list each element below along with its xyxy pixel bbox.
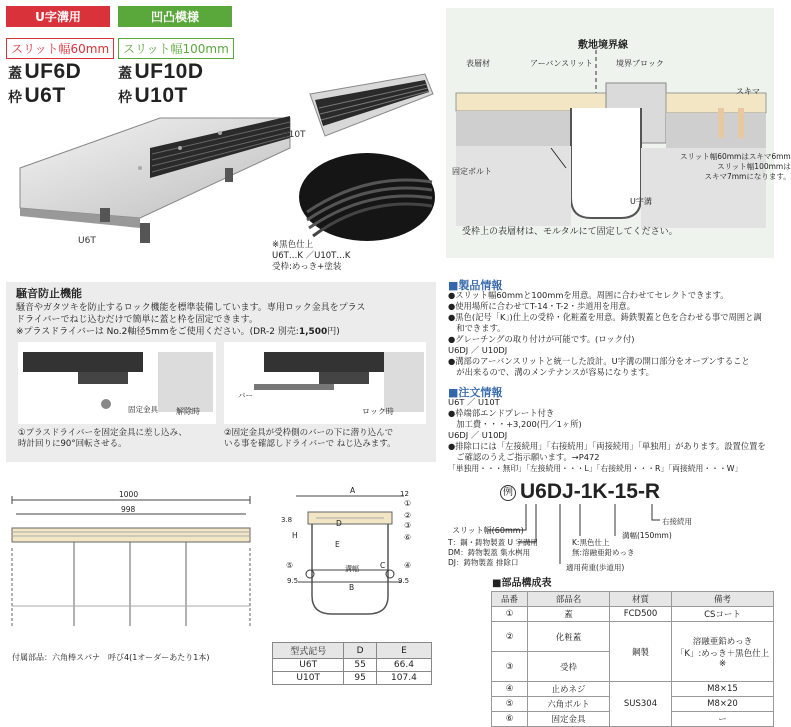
size-header: D — [344, 643, 376, 659]
type-tag: U字溝用 — [6, 6, 110, 27]
accessory-note: 付属部品：六角棒スパナ 呼び4(1オーダーあたり1本) — [12, 653, 210, 662]
parts-table — [491, 591, 774, 727]
u10t-caption: U10T — [282, 130, 306, 140]
diagram-u-ditch-label: U字溝 — [630, 197, 652, 206]
lock-figure — [224, 342, 426, 424]
lock-step: ②固定金具が受枠側のバーの下に潜り込んで いる事を確認しドライバーで ねじ込みます。 — [224, 428, 396, 449]
size-table — [272, 642, 432, 685]
table-row: ⑥ 固定金具 ー — [492, 712, 774, 727]
lock-bar-label: バー — [238, 391, 253, 400]
model-uf6d: 蓋UF6D — [8, 60, 82, 83]
dim-d: D — [336, 519, 342, 528]
callout-5: ⑤ — [286, 561, 294, 570]
size-header: 型式記号 — [273, 643, 344, 659]
parts-header: 材質 — [610, 592, 672, 607]
dim-9-5-right: 9.5 — [398, 577, 410, 585]
table-row: U6T 55 66.4 — [273, 659, 432, 672]
table-row: U10T 95 107.4 — [273, 672, 432, 685]
black-finish-note: ※黒色仕上 U6T…K ／U10T…K 受枠:めっき+塗装 — [272, 240, 351, 272]
diagram-note: 受枠上の表層材は、モルタルにて固定してください。 — [462, 227, 678, 237]
code-type-lines: T：鋼・鋳物製蓋 U 字溝用 DM：鋳物製蓋 集水桝用 DJ：鋳物製蓋 排除口 — [448, 538, 538, 567]
table-row: ③ 受枠 — [492, 652, 774, 682]
example-code: U6DJ-1K-15-R — [520, 480, 661, 503]
callout-2: ② — [404, 511, 412, 520]
dim-h: H — [292, 531, 298, 540]
u10t-photo — [305, 74, 435, 142]
parts-header: 品番 — [492, 592, 528, 607]
dim-a: A — [350, 486, 356, 495]
unlock-state-label: 解除時 — [176, 407, 200, 416]
noise-title: 騒音防止機能 — [16, 287, 82, 300]
diagram-urban-slit-label: アーバンスリット — [530, 59, 593, 68]
slit100-tag: スリット幅100mm — [118, 38, 234, 59]
u6t-caption: U6T — [78, 236, 96, 246]
unlock-step: ①プラスドライバーを固定金具に差し込み、 時計回りに90°回転させる。 — [18, 428, 187, 449]
code-width-label: 溝幅(150mm) — [622, 531, 672, 540]
callout-4: ④ — [404, 561, 412, 570]
parts-header: 部品名 — [528, 592, 610, 607]
dim-e: E — [335, 540, 340, 549]
code-side-label: 右接続用 — [662, 517, 692, 526]
unlock-bracket-label: 固定金具 — [128, 405, 158, 414]
dim-b: B — [349, 583, 355, 592]
table-row: ② 化粧蓋 鋼製 溶融亜鉛めっき 「K」:めっき＋黒色仕上※ — [492, 622, 774, 652]
dim-3-8: 3.8 — [281, 516, 293, 524]
product-info-lines: ●スリット幅60mmと100mmを用意。周囲に合わせてセレクトできます。 ●使用場所に合わせてT-14・T-2・歩道用を用意。 ●黒色(記号「K」)仕上の受枠・化粧蓋を用意。鋳鉄製蓋と色を合わせる事で周囲と調 和できます。 ●グレーチングの取り付けが可能です。(ロック付) U6DJ ／ U10DJ ●溝部のアーバンスリットと統一した設計。U字溝の開口部分をオープンすること が出来るので、溝のメンテナンスが容易になります。 — [448, 290, 762, 377]
black-finish-photo — [297, 152, 437, 242]
diagram-boundary-label: 敷地境界線 — [578, 40, 628, 51]
callout-3: ③ — [404, 521, 412, 530]
table-row: ① 蓋 FCD500 CSコート — [492, 607, 774, 622]
order-info-title: ■注文情報 — [448, 386, 503, 399]
model-uf10d: 蓋UF10D — [118, 60, 204, 83]
dim-c: C — [380, 561, 386, 570]
model-u6t: 枠U6T — [8, 84, 66, 107]
diagram-block-label: 境界ブロック — [616, 59, 664, 68]
u6t-product-illustration — [0, 108, 300, 258]
callout-1: ① — [404, 499, 412, 508]
dim-total: 1000 — [119, 490, 139, 499]
model-u10t: 枠U10T — [118, 84, 188, 107]
pattern-tag: 凹凸模様 — [118, 6, 232, 27]
diagram-surface-label: 表層材 — [466, 59, 490, 68]
diagram-bolt-label: 固定ボルト — [452, 167, 492, 176]
callout-6: ⑥ — [404, 533, 412, 542]
code-finish-label: K:黒色仕上 無:溶融亜鉛めっき — [572, 538, 635, 557]
example-mark: 例 — [500, 485, 516, 501]
table-row: ④ 止めネジ SUS304 M8×15 — [492, 682, 774, 697]
parts-header: 備考 — [672, 592, 774, 607]
diagram-skema-label: スキマ — [736, 87, 760, 96]
noise-description: 騒音やガタツキを防止するロック機能を標準装備しています。専用ロック金具をプラス ドライバーでねじ込むだけで簡単に蓋と枠を固定できます。 ※プラスドライバーは No.2軸径5mmをご使用ください。(DR-2 別売:1,500円) — [16, 303, 366, 337]
product-info-title: ■製品情報 — [448, 279, 503, 292]
diagram-skema-note: スリット幅60mmはスキマ6mm スリット幅100mmは スキマ7mmになります。 — [680, 152, 791, 181]
lock-state-label: ロック時 — [362, 407, 394, 416]
dim-9-5-left: 9.5 — [287, 577, 299, 585]
order-info-lines: U6T ／ U10T ●枠端部エンドプレート付き 加工費・・・+3,200(円／1ヶ所) U6DJ ／ U10DJ ●排除口には「左接続用」「右接続用」「両接続用」「単独用」があります。設置位置を ご確認のうえご指示願います。→P472 「単独用・・・無印」「左接続用・・・L」「右接続用・・・R」「両接続用・・・W」 — [448, 397, 766, 473]
dim-inner: 998 — [121, 505, 136, 514]
slit60-tag: スリット幅60mm — [6, 38, 114, 59]
table-row: ⑤ 六角ボルト M8×20 — [492, 697, 774, 712]
code-load-label: 適用荷重(歩道用) — [566, 563, 625, 572]
size-header: E — [376, 643, 431, 659]
dim-width-label: 溝幅 — [345, 565, 359, 573]
dim-12: 12 — [400, 490, 409, 498]
code-slit-label: スリット幅(60mm) — [452, 526, 524, 535]
parts-table-title: ■部品構成表 — [492, 578, 552, 589]
